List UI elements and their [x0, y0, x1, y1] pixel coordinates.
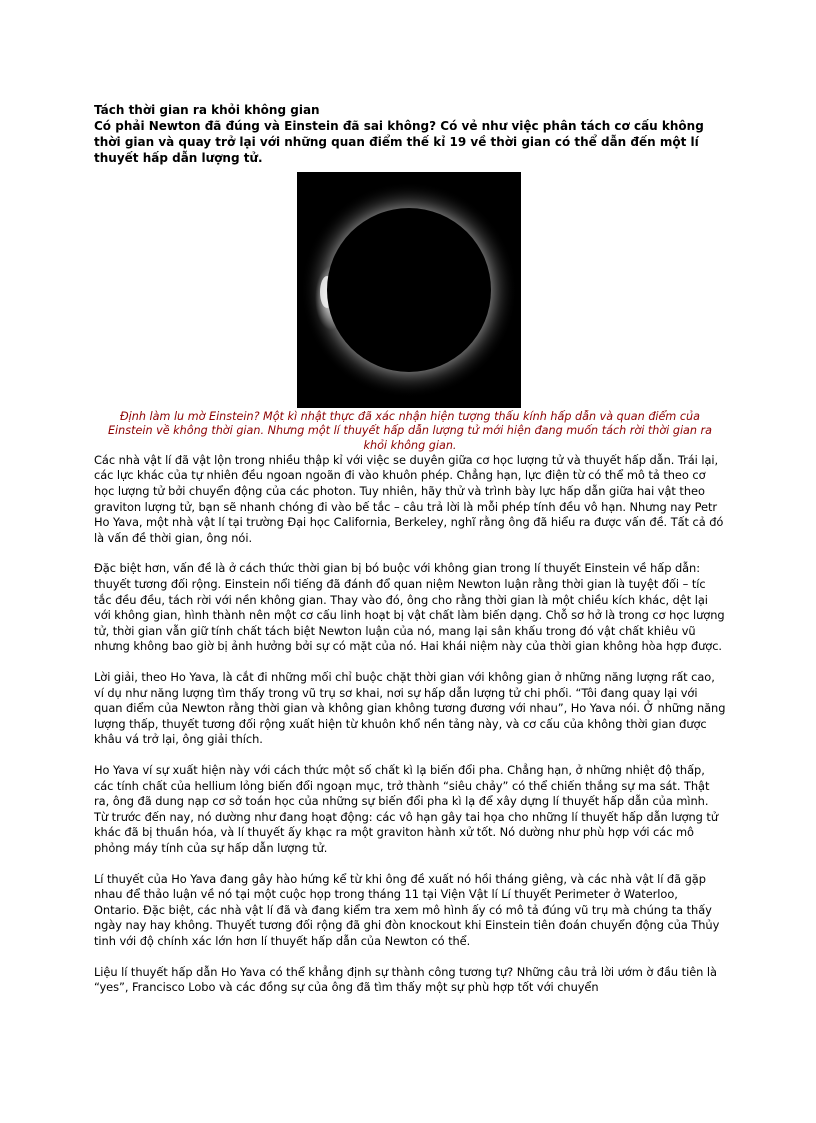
- article: [94, 103, 726, 1011]
- article-lead: Có phải Newton đã đúng và Einstein đã sai không? Có vẻ như việc phân tách cơ cấu không thời gian và quay trở lại với những quan điểm thế kỉ 19 về thời gian có thể dẫn đến một lí thuyết hấp dẫn lượng tử.: [94, 119, 704, 165]
- paragraph-6: Liệu lí thuyết hấp dẫn Ho Yava có thể khẳng định sự thành công tương tự? Những câu trả lời ướm ờ đầu tiên là “yes”, Francisco Lobo và các đồng sự của ông đã tìm thấy một sự phù hợp tốt với chuyển: [94, 964, 717, 995]
- article-title: Tách thời gian ra khỏi không gian: [94, 103, 320, 117]
- solar-eclipse-photo: [297, 172, 521, 408]
- paragraph-1: Các nhà vật lí đã vật lộn trong nhiều thập kỉ với việc se duyên giữa cơ học lượng tử và thuyết hấp dẫn. Trái lại, các lực khác của tự nhiên đều ngoan ngoãn đi vào khuôn phép. Chẳng hạn, lực điện từ có thể mô tả theo cơ học lượng tử bởi chuyển động của các photon. Tuy nhiên, hãy thử và trình bày lực hấp dẫn giữa hai vật theo graviton lượng tử, bạn sẽ nhanh chóng đi vào bế tắc – câu trả lời là mỗi phép tính đều vô hạn. Nhưng nay Petr Ho Yava, một nhà vật lí tại trường Đại học California, Berkeley, nghĩ rằng ông đã hiểu ra được vấn đề. Tất cả đó là vấn đề thời gian, ông nói.: [94, 452, 724, 545]
- paragraph-5: Lí thuyết của Ho Yava đang gây hào hứng kể từ khi ông đề xuất nó hồi tháng giêng, và các nhà vật lí đã gặp nhau để thảo luận về nó tại một cuộc họp trong tháng 11 tại Viện Vật lí Lí thuyết Perimeter ở Waterloo, Ontario. Đặc biệt, các nhà vật lí đã và đang kiểm tra xem mô hình ấy có mô tả đúng vũ trụ mà chúng ta thấy ngày nay hay không. Thuyết tương đối rộng đã ghi đòn knockout khi Einstein tiên đoán chuyển động của Thủy tinh với độ chính xác lớn hơn lí thuyết hấp dẫn của Newton có thể.: [94, 871, 720, 948]
- paragraph-2: Đặc biệt hơn, vấn đề là ở cách thức thời gian bị bó buộc với không gian trong lí thuyết Einstein về hấp dẫn: thuyết tương đối rộng. Einstein nổi tiếng đã đánh đổ quan niệm Newton luận rằng thời gian là tuyệt đối – tíc tắc đều đều, tách rời với nền không gian. Thay vào đó, ông cho rằng thời gian là một chiều kích khác, dệt lại với không gian, hình thành nên một cơ cấu linh hoạt bị vật chất làm biến dạng. Chỗ sơ hở là trong cơ học lượng tử, thời gian vẫn giữ tính chất tách biệt Newton luận của nó, mang lại sân khấu trong đó vật chất khiêu vũ nhưng không bao giờ bị ảnh hưởng bởi sự có mặt của nó. Hai khái niệm này của thời gian không hòa hợp được.: [94, 561, 725, 654]
- paragraph-3: Lời giải, theo Ho Yava, là cắt đi những mối chỉ buộc chặt thời gian với không gian ở những năng lượng rất cao, ví dụ như năng lượng tìm thấy trong vũ trụ sơ khai, nơi sự hấp dẫn lượng tử chi phối. “Tôi đang quay lại với quan điểm của Newton rằng thời gian và không gian không tương đương với nhau”, Ho Yava nói. Ở những năng lượng thấp, thuyết tương đối rộng xuất hiện từ khuôn khổ nền tảng này, và cơ cấu của không thời gian được khâu vá trở lại, ông giải thích.: [94, 670, 726, 747]
- eclipse-figure: [94, 172, 726, 453]
- paragraph-4: Ho Yava ví sự xuất hiện này với cách thức một số chất kì lạ biến đổi pha. Chẳng hạn, ở những nhiệt độ thấp, các tính chất của hellium lỏng biến đổi ngoạn mục, trở thành “siêu chảy” có thể chiến thắng sự ma sát. Thật ra, ông đã dung nạp cơ sở toán học của những sự biến đổi pha kì lạ để xây dựng lí thuyết hấp dẫn của mình. Từ trước đến nay, nó dường như đang hoạt động: các vô hạn gây tai họa cho những lí thuyết hấp dẫn lượng tử khác đã bị thuần hóa, và lí thuyết ấy khạc ra một graviton hành xử tốt. Nó dường như phù hợp với các mô phỏng máy tính của sự hấp dẫn lượng tử.: [94, 762, 718, 855]
- figure-caption: Định làm lu mờ Einstein? Một kì nhật thực đã xác nhận hiện tượng thấu kính hấp dẫn và quan điểm của Einstein về không thời gian. Nhưng một lí thuyết hấp dẫn lượng tử mới hiện đang muốn tách rời thời gian ra khỏi không gian.: [107, 410, 713, 452]
